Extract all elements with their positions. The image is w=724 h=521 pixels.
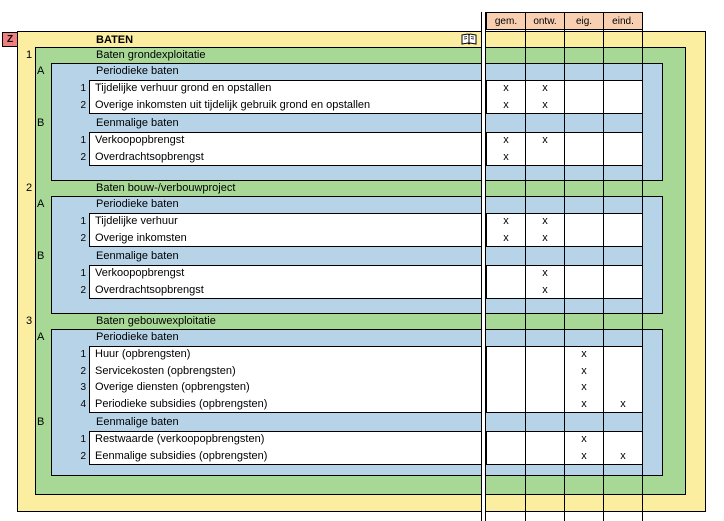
mark-ontw: x — [542, 134, 548, 146]
row-label[interactable]: Tijdelijke verhuur — [95, 215, 178, 227]
mark-gem: x — [503, 150, 509, 163]
section-title: Baten grondexploitatie — [96, 49, 206, 61]
group-letter: B — [37, 117, 45, 129]
row-number: 1 — [80, 268, 86, 279]
mark-ontw: x — [542, 267, 548, 279]
column-header-ontw: ontw. — [525, 12, 565, 30]
mark-eig: x — [581, 397, 587, 410]
row-label[interactable]: Huur (opbrengsten) — [95, 348, 191, 360]
mark-eig: x — [581, 449, 587, 462]
mark-eind: x — [620, 449, 626, 462]
group-title: Eenmalige baten — [96, 416, 179, 428]
row-number: 2 — [80, 365, 86, 377]
mark-gem: x — [503, 215, 509, 227]
mark-ontw: x — [542, 283, 548, 296]
row-number: 1 — [80, 83, 86, 94]
row-label[interactable]: Overige inkomsten — [95, 231, 187, 244]
row-number: 2 — [80, 151, 86, 163]
group-title: Periodieke baten — [96, 65, 179, 77]
row-number: 2 — [80, 99, 86, 111]
group-title: Eenmalige baten — [96, 250, 179, 262]
column-gap-right-line — [485, 12, 486, 521]
row-label[interactable]: Tijdelijke verhuur grond en opstallen — [95, 82, 272, 94]
main-title: BATEN — [96, 34, 134, 46]
section-title: Baten gebouwexploitatie — [96, 315, 216, 327]
row-number: 1 — [80, 135, 86, 146]
section-title: Baten bouw-/verbouwproject — [96, 182, 236, 194]
mark-ontw: x — [542, 82, 548, 94]
marks-column-divider — [564, 12, 565, 521]
marks-column-divider — [525, 12, 526, 521]
mark-eig: x — [581, 433, 587, 445]
row-label[interactable]: Overige inkomsten uit tijdelijk gebruik grond en opstallen — [95, 98, 371, 111]
row-label[interactable]: Restwaarde (verkoopopbrengsten) — [95, 433, 265, 445]
column-header-eind: eind. — [603, 12, 643, 30]
group-title: Eenmalige baten — [96, 117, 179, 129]
row-label[interactable]: Verkoopopbrengst — [95, 267, 185, 279]
row-label[interactable]: Overige diensten (opbrengsten) — [95, 381, 250, 393]
row-number: 1 — [80, 216, 86, 227]
row-label[interactable]: Eenmalige subsidies (opbrengsten) — [95, 449, 268, 462]
row-number: 4 — [80, 398, 86, 410]
section-number: 2 — [26, 182, 33, 194]
marks-column-divider — [603, 12, 604, 521]
row-number: 2 — [80, 232, 86, 244]
marks-column-divider — [642, 12, 643, 521]
row-label[interactable]: Overdrachtsopbrengst — [95, 150, 204, 163]
row-number: 2 — [80, 450, 86, 462]
group-letter: A — [37, 65, 45, 77]
group-letter: B — [37, 416, 45, 428]
row-number: 1 — [80, 434, 86, 445]
column-header-eig: eig. — [564, 12, 604, 30]
group-letter: A — [37, 198, 45, 210]
column-header-gem: gem. — [486, 12, 526, 30]
mark-ontw: x — [542, 215, 548, 227]
row-label[interactable]: Overdrachtsopbrengst — [95, 283, 204, 296]
group-letter: B — [37, 250, 45, 262]
group-title: Periodieke baten — [96, 331, 179, 343]
section-number: 3 — [26, 315, 33, 327]
mark-ontw: x — [542, 231, 548, 244]
group-title: Periodieke baten — [96, 198, 179, 210]
mark-gem: x — [503, 82, 509, 94]
mark-gem: x — [503, 98, 509, 111]
mark-eind: x — [620, 397, 626, 410]
section-number: 1 — [26, 49, 33, 61]
mark-ontw: x — [542, 98, 548, 111]
row-number: 1 — [80, 349, 86, 360]
mark-eig: x — [581, 381, 587, 393]
mark-eig: x — [581, 364, 587, 377]
group-letter: A — [37, 331, 45, 343]
book-icon[interactable] — [461, 33, 477, 45]
row-number: 3 — [80, 382, 86, 393]
z-marker[interactable]: Z — [2, 32, 18, 47]
row-label[interactable]: Periodieke subsidies (opbrengsten) — [95, 397, 268, 410]
row-label[interactable]: Servicekosten (opbrengsten) — [95, 364, 236, 377]
row-number: 2 — [80, 284, 86, 296]
mark-eig: x — [581, 348, 587, 360]
mark-gem: x — [503, 231, 509, 244]
column-gap-left-line — [481, 12, 482, 521]
mark-gem: x — [503, 134, 509, 146]
row-label[interactable]: Verkoopopbrengst — [95, 134, 185, 146]
